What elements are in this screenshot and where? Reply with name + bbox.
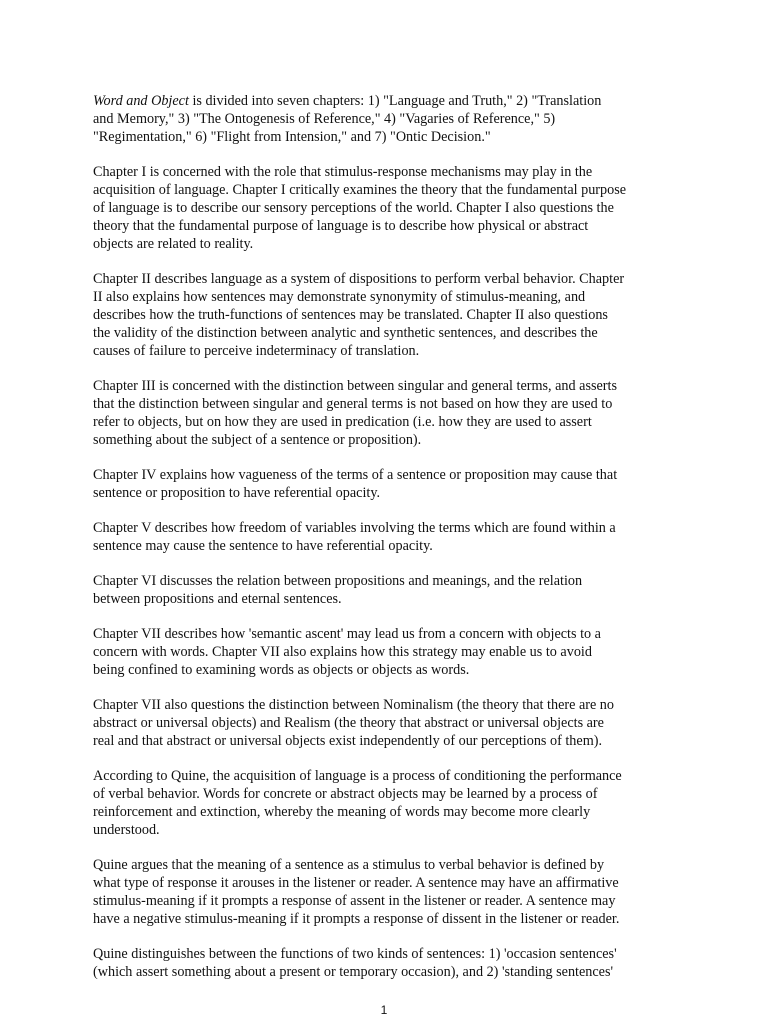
- paragraph-intro: [93, 92, 683, 146]
- document-body: [93, 92, 683, 981]
- paragraph-sentence-kinds: Quine distinguishes between the functions of two kinds of sentences: 1) 'occasion sentences' (which assert something about a present or temporary occasion), and 2) 'standing sentences': [93, 946, 617, 980]
- book-title: Word and Object: [93, 93, 189, 109]
- paragraph-chapter-6: Chapter VI discusses the relation between propositions and meanings, and the relation between propositions and eternal sentences.: [93, 573, 583, 607]
- paragraph-chapter-4: Chapter IV explains how vagueness of the terms of a sentence or proposition may cause that sentence or proposition to have referential opacity.: [93, 467, 618, 501]
- page-number: 1: [380, 1003, 388, 1017]
- intro-text: is divided into seven chapters: 1) "Language and Truth," 2) "Translation and Memory," 3) "The Ontogenesis of Reference," 4) "Vagaries of Reference," 5) "Regimentation," 6) "Flight from Intension," and 7) "Ontic Decision.": [93, 93, 602, 145]
- paragraph-chapter-3: Chapter III is concerned with the distinction between singular and general terms, and asserts that the distinction between singular and general terms is not based on how they are used to refer to objects, but on how they are used in predication (i.e. how they are used to assert something about the subject of a sentence or proposition).: [93, 378, 617, 448]
- paragraph-chapter-7-nominalism: Chapter VII also questions the distinction between Nominalism (the theory that there are no abstract or universal objects) and Realism (the theory that abstract or universal objects are real and that abstract or universal objects exist independently of our perceptions of them).: [93, 697, 614, 749]
- paragraph-chapter-7-ascent: Chapter VII describes how 'semantic ascent' may lead us from a concern with objects to a concern with words. Chapter VII also explains how this strategy may enable us to avoid being confined to examining words as objects or objects as words.: [93, 626, 601, 678]
- paragraph-chapter-1: Chapter I is concerned with the role that stimulus-response mechanisms may play in the acquisition of language. Chapter I critically examines the theory that the fundamental purpose of language is to describe our sensory perceptions of the world. Chapter I also questions the theory that the fundamental purpose of language is to describe how physical or abstract objects are related to reality.: [93, 164, 627, 252]
- paragraph-chapter-2: Chapter II describes language as a system of dispositions to perform verbal behavior. Chapter II also explains how sentences may demonstrate synonymity of stimulus-meaning, and describes how the truth-functions of sentences may be translated. Chapter II also questions the validity of the distinction between analytic and synthetic sentences, and describes the causes of failure to perceive indeterminacy of translation.: [93, 271, 625, 359]
- paragraph-stimulus-meaning: Quine argues that the meaning of a sentence as a stimulus to verbal behavior is defined by what type of response it arouses in the listener or reader. A sentence may have an affirmative stimulus-meaning if it prompts a response of assent in the listener or reader. A sentence may have a negative stimulus-meaning if it prompts a response of dissent in the listener or reader.: [93, 857, 620, 927]
- paragraph-chapter-5: Chapter V describes how freedom of variables involving the terms which are found within a sentence may cause the sentence to have referential opacity.: [93, 520, 616, 554]
- paragraph-language-acquisition: According to Quine, the acquisition of language is a process of conditioning the performance of verbal behavior. Words for concrete or abstract objects may be learned by a process of reinforcement and extinction, whereby the meaning of words may become more clearly understood.: [93, 768, 622, 838]
